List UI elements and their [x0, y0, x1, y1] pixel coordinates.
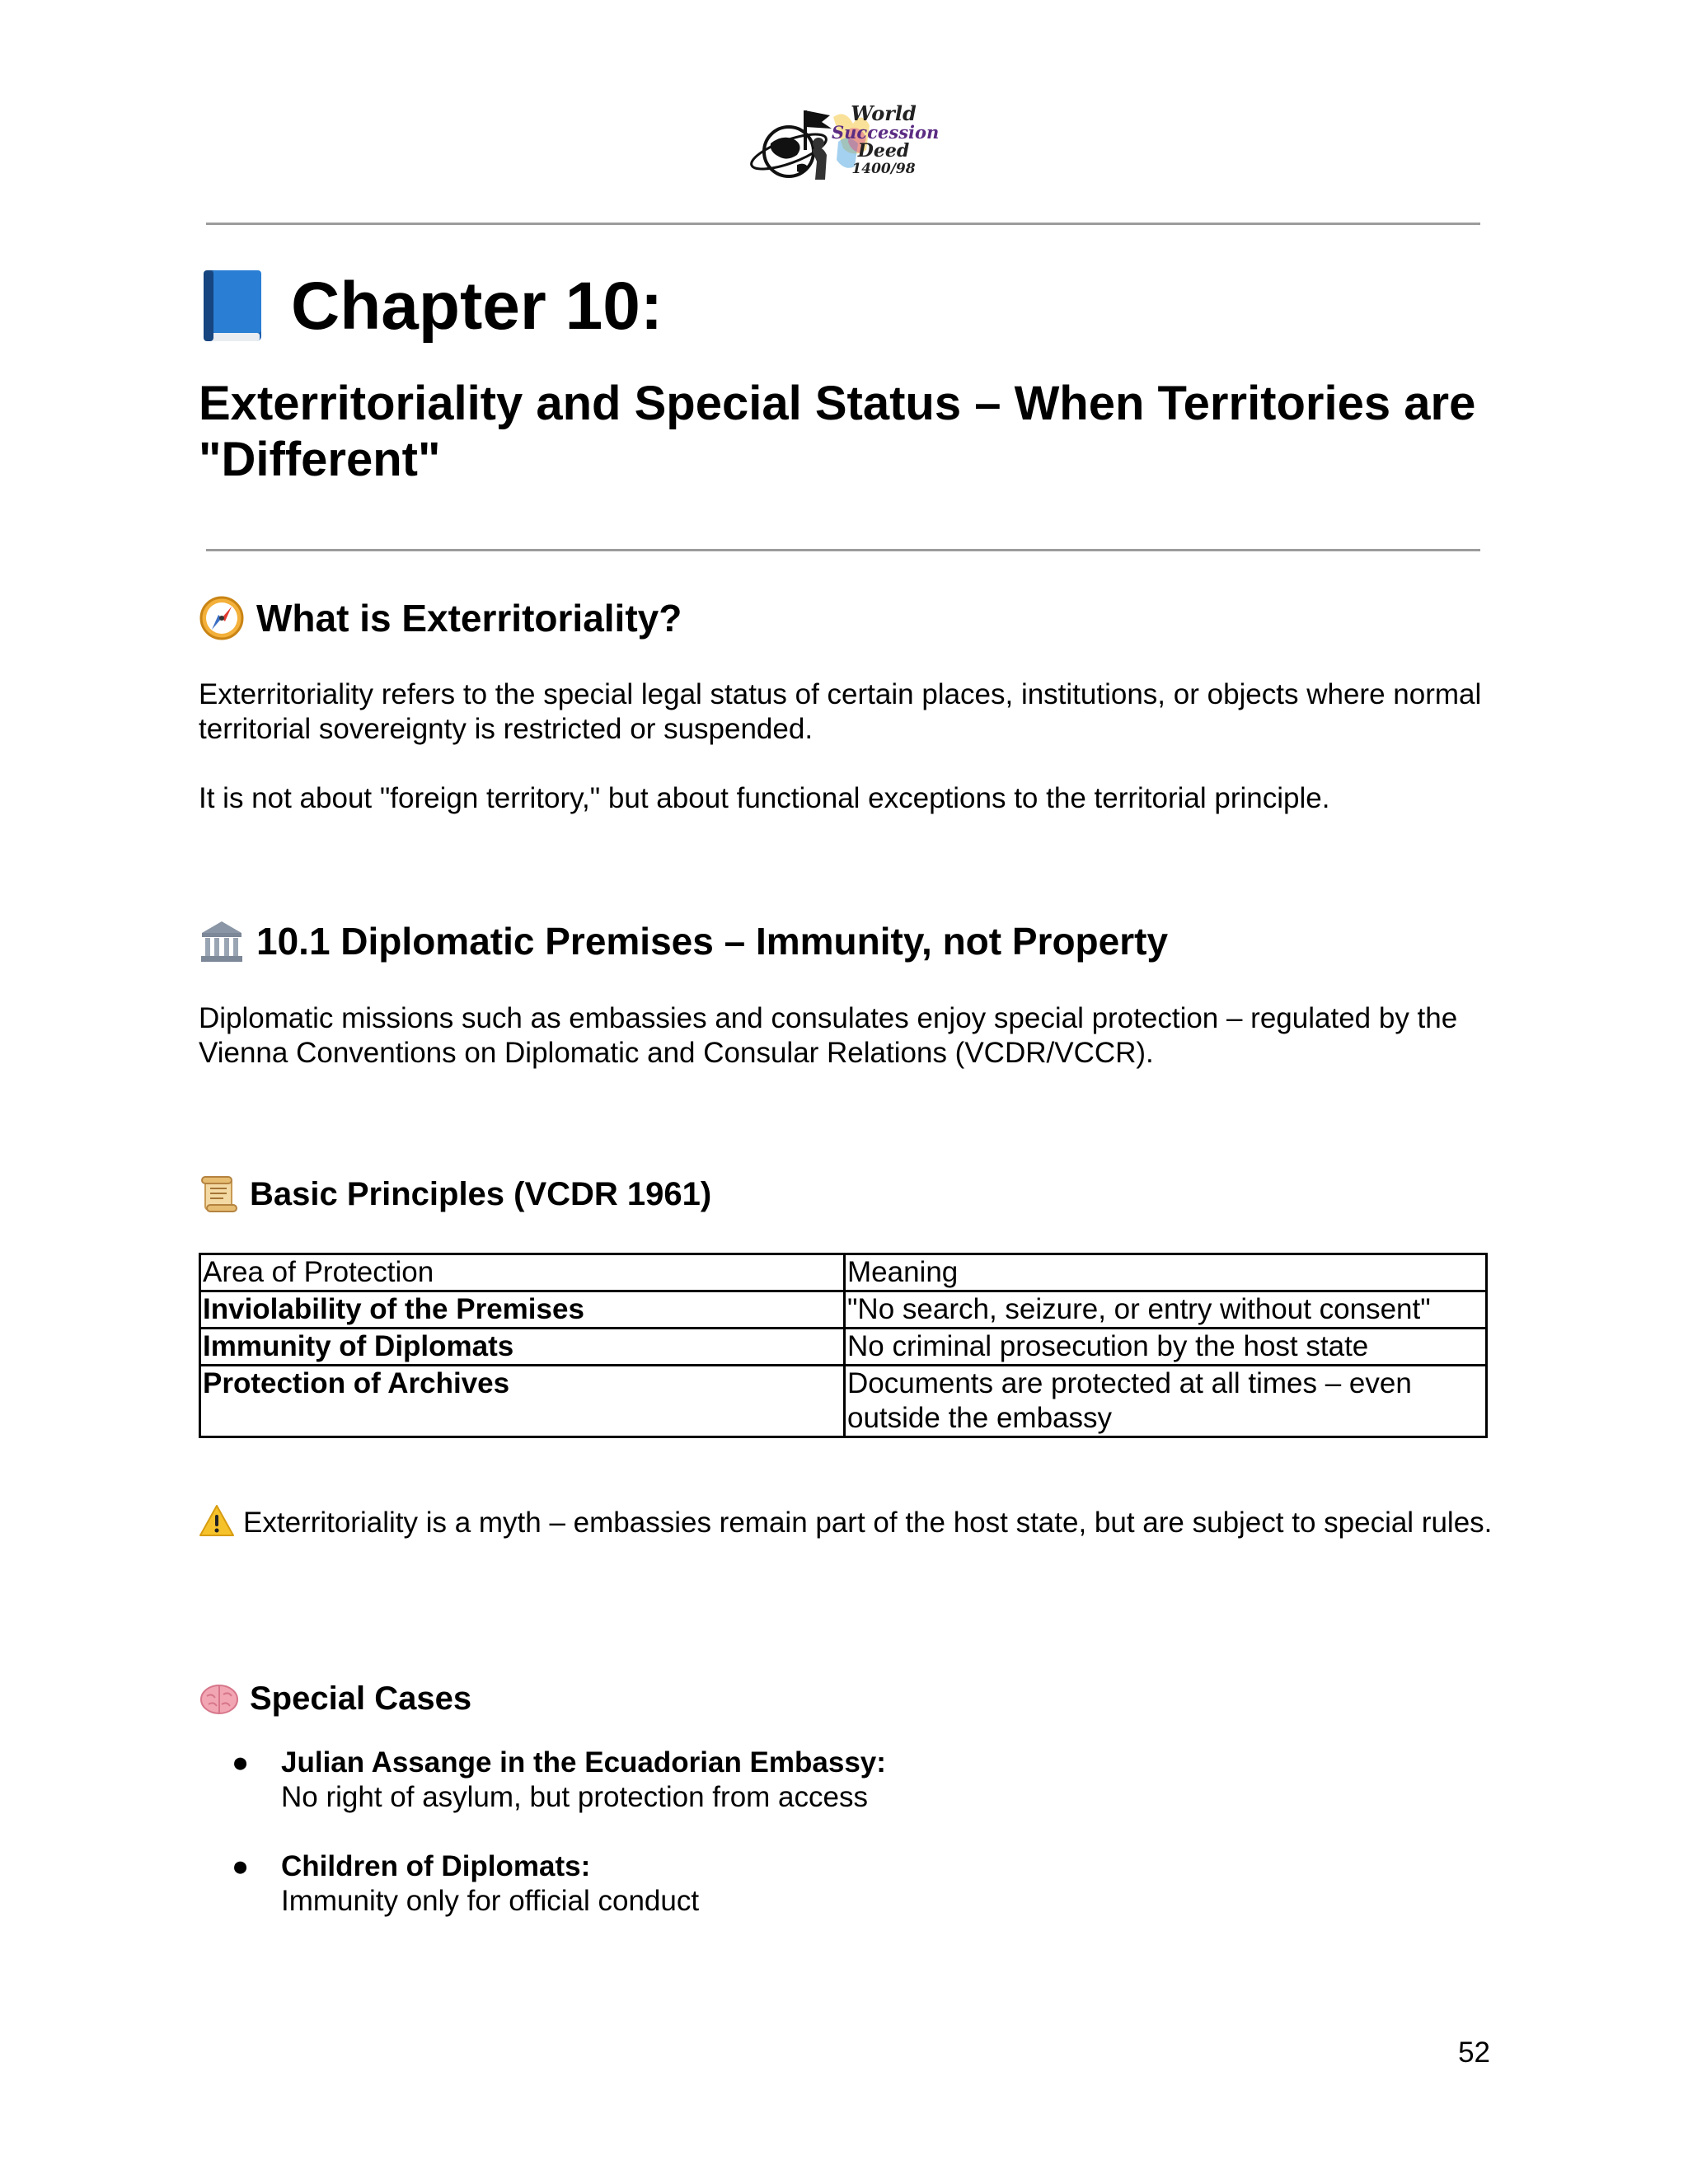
table-header-row	[200, 1254, 1487, 1291]
intro-paragraph-1: Exterritoriality refers to the special legal status of certain places, institutions, or objects where normal territorial sovereignty is restricted or suspended.	[199, 678, 1482, 745]
chapter-title: Chapter 10:	[291, 269, 663, 344]
classical-building-icon	[199, 918, 245, 964]
list-item-description: No right of asylum, but protection from access	[281, 1781, 868, 1813]
table-row	[200, 1329, 1487, 1366]
chapter-heading	[200, 265, 663, 348]
warning-icon	[199, 1504, 235, 1539]
section-heading-intro	[199, 593, 682, 643]
warning-text: Exterritoriality is a myth – embassies remain part of the host state, but are subject to special rules.	[243, 1507, 1493, 1539]
section-heading-10-1	[199, 916, 1168, 966]
intro-paragraph-2: It is not about "foreign territory," but about functional exceptions to the territorial principle.	[199, 782, 1330, 814]
section-heading-10-1-text: 10.1 Diplomatic Premises – Immunity, not Property	[256, 920, 1169, 963]
table-cell-meaning: "No search, seizure, or entry without consent"	[845, 1291, 1487, 1329]
section-heading-intro-text: What is Exterritoriality?	[256, 597, 682, 640]
logo-wordmark	[832, 101, 940, 177]
chapter-subtitle: Exterritoriality and Special Status – When Territories are "Different"	[199, 377, 1476, 486]
table-header-cell: Area of Protection	[200, 1254, 845, 1291]
bullet-dot: ●	[232, 1850, 250, 1882]
table-cell-area: Inviolability of the Premises	[200, 1291, 845, 1329]
logo-line-number: 1400/98	[851, 161, 916, 177]
table-cell-meaning: No criminal prosecution by the host state	[845, 1329, 1487, 1366]
brain-icon	[199, 1678, 240, 1719]
list-item-description: Immunity only for official conduct	[281, 1885, 700, 1917]
list-item	[199, 1849, 1435, 1919]
logo-line-world: World	[851, 101, 917, 125]
scroll-icon	[199, 1174, 240, 1215]
top-divider	[206, 223, 1480, 225]
subheading-basic-principles	[199, 1172, 711, 1216]
subtitle-divider	[206, 549, 1480, 551]
blue-book-icon	[200, 269, 266, 344]
logo-line-succession: Succession	[832, 122, 940, 143]
list-item-title: Julian Assange in the Ecuadorian Embassy:	[281, 1746, 886, 1779]
list-item	[199, 1746, 1435, 1815]
warning-note	[199, 1504, 1501, 1540]
protection-table	[199, 1253, 1488, 1438]
table-row	[200, 1291, 1487, 1329]
section-10-1-paragraph: Diplomatic missions such as embassies and consulates enjoy special protection – regulated by the Vienna Conventions on Diplomatic and Consular Relations (VCDR/VCCR).	[199, 1002, 1458, 1069]
logo-line-deed: Deed	[857, 140, 910, 162]
special-cases-list	[199, 1746, 1435, 1953]
world-succession-deed-logo	[746, 101, 940, 191]
page-number: 52	[1458, 2036, 1490, 2069]
subheading-basic-principles-text: Basic Principles (VCDR 1961)	[250, 1176, 712, 1212]
table-cell-meaning: Documents are protected at all times – even outside the embassy	[845, 1366, 1487, 1437]
table-row	[200, 1366, 1487, 1437]
table-cell-area: Immunity of Diplomats	[200, 1329, 845, 1366]
compass-icon	[199, 595, 245, 641]
list-item-title: Children of Diplomats:	[281, 1850, 591, 1882]
bullet-dot: ●	[232, 1746, 250, 1779]
table-header-cell: Meaning	[845, 1254, 1487, 1291]
subheading-special-cases	[199, 1676, 471, 1721]
table-cell-area: Protection of Archives	[200, 1366, 845, 1437]
subheading-special-cases-text: Special Cases	[250, 1680, 472, 1717]
